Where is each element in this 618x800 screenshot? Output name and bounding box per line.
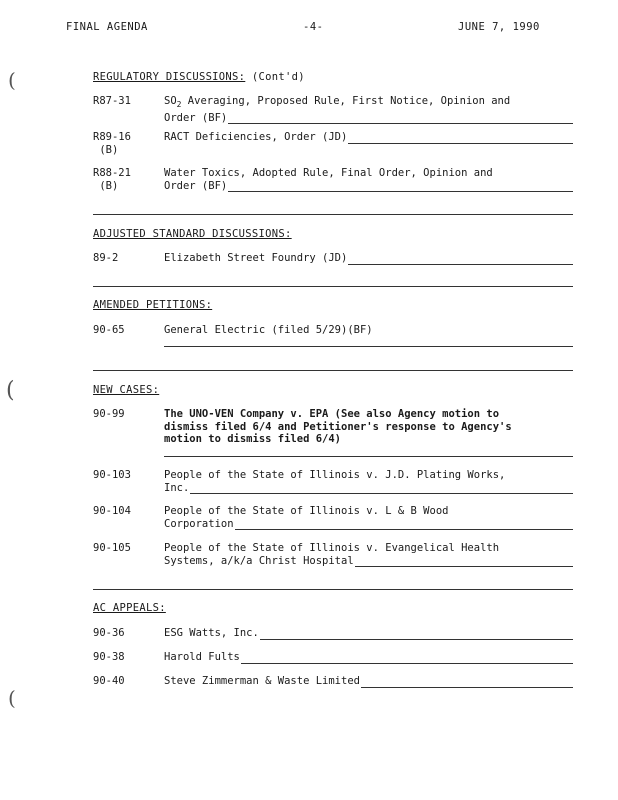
- docket-number: 90-104: [93, 505, 131, 517]
- docket-number: R88-21 (B): [93, 167, 131, 192]
- section-heading-amended: AMENDED PETITIONS:: [93, 299, 213, 311]
- margin-bracket-mark: (: [8, 686, 16, 710]
- desc-line: dismiss filed 6/4 and Petitioner's response to Agency's: [164, 420, 512, 433]
- desc-line: Water Toxics, Adopted Rule, Final Order, Opinion and: [164, 167, 493, 179]
- fill-rule: [228, 182, 573, 192]
- subscript: 2: [176, 100, 182, 110]
- fill-rule: [361, 678, 573, 688]
- desc-line: General Electric (filed 5/29)(BF): [164, 324, 373, 336]
- docket-number: 90-38: [93, 651, 125, 663]
- desc-text: Steve Zimmerman & Waste Limited: [164, 675, 360, 687]
- desc-text: Order (BF): [164, 111, 228, 124]
- desc-line: People of the State of Illinois v. Evangelical Health: [164, 542, 500, 554]
- item-description: [164, 675, 573, 688]
- desc-line: motion to dismiss filed 6/4): [164, 433, 342, 445]
- item-description: [164, 627, 573, 640]
- desc-line: [164, 95, 573, 112]
- desc-line: [164, 131, 573, 144]
- desc-text: Inc.: [164, 481, 190, 494]
- desc-line: [164, 180, 573, 193]
- desc-line: People of the State of Illinois v. L & B Wood: [164, 505, 449, 517]
- desc-text: Harold Fults: [164, 651, 240, 663]
- header-date: JUNE 7, 1990: [458, 21, 540, 33]
- section-heading-adjusted: ADJUSTED STANDARD DISCUSSIONS:: [93, 228, 292, 240]
- item-description: [164, 408, 573, 446]
- docket-number: R87-31: [93, 95, 131, 107]
- section-heading-ac-appeals: AC APPEALS:: [93, 602, 166, 614]
- fill-rule: [235, 520, 573, 530]
- desc-text: Systems, a/k/a Christ Hospital: [164, 554, 354, 567]
- desc-text: Averaging, Proposed Rule, First Notice, Opinion and: [181, 95, 511, 107]
- desc-text: ESG Watts, Inc.: [164, 627, 259, 639]
- desc-line: [164, 675, 573, 688]
- docket-number: 90-105: [93, 542, 131, 554]
- item-description: [164, 131, 573, 144]
- desc-text: Order (BF): [164, 179, 228, 192]
- desc-text: Corporation: [164, 517, 234, 530]
- desc-text: RACT Deficiencies, Order (JD): [164, 131, 348, 143]
- desc-line: [164, 627, 573, 640]
- docket-number: 90-99: [93, 408, 125, 420]
- docket-number: 89-2: [93, 252, 119, 264]
- header-title: FINAL AGENDA: [66, 21, 148, 33]
- item-description: [164, 469, 573, 494]
- margin-bracket-mark: (: [6, 378, 15, 403]
- blank-rule: [164, 456, 573, 457]
- blank-rule: [164, 346, 573, 347]
- fill-rule: [348, 134, 573, 144]
- docket-number: 90-65: [93, 324, 125, 336]
- divider-line: [93, 214, 573, 215]
- fill-rule: [190, 484, 573, 494]
- divider-line: [93, 589, 573, 590]
- fill-rule: [260, 630, 573, 640]
- item-description: [164, 167, 573, 192]
- fill-rule: [348, 255, 573, 265]
- divider-line: [93, 370, 573, 371]
- desc-line: [164, 651, 573, 664]
- divider-line: [93, 286, 573, 287]
- desc-text: Elizabeth Street Foundry (JD): [164, 252, 348, 264]
- docket-number: R89-16 (B): [93, 131, 131, 156]
- docket-number: 90-40: [93, 675, 125, 687]
- desc-text: SO: [164, 95, 177, 107]
- section-heading-suffix: (Cont'd): [245, 71, 305, 83]
- item-description: [164, 95, 573, 124]
- desc-line: [164, 555, 573, 568]
- desc-line: [164, 518, 573, 531]
- desc-line: [164, 252, 573, 265]
- fill-rule: [241, 654, 573, 664]
- fill-rule: [228, 114, 573, 124]
- fill-rule: [355, 557, 573, 567]
- desc-line: The UNO-VEN Company v. EPA (See also Agency motion to: [164, 408, 500, 420]
- docket-number: 90-36: [93, 627, 125, 639]
- item-description: [164, 542, 573, 567]
- desc-line: People of the State of Illinois v. J.D. Plating Works,: [164, 469, 506, 481]
- section-heading-regulatory: [93, 71, 305, 83]
- docket-number: 90-103: [93, 469, 131, 481]
- item-description: [164, 252, 573, 265]
- desc-line: [164, 112, 573, 125]
- page-number: -4-: [303, 21, 324, 33]
- item-description: [164, 324, 573, 337]
- desc-line: [164, 482, 573, 495]
- section-heading-text: REGULATORY DISCUSSIONS:: [93, 71, 246, 83]
- section-heading-new-cases: NEW CASES:: [93, 384, 160, 396]
- item-description: [164, 651, 573, 664]
- margin-bracket-mark: (: [8, 68, 16, 92]
- item-description: [164, 505, 573, 530]
